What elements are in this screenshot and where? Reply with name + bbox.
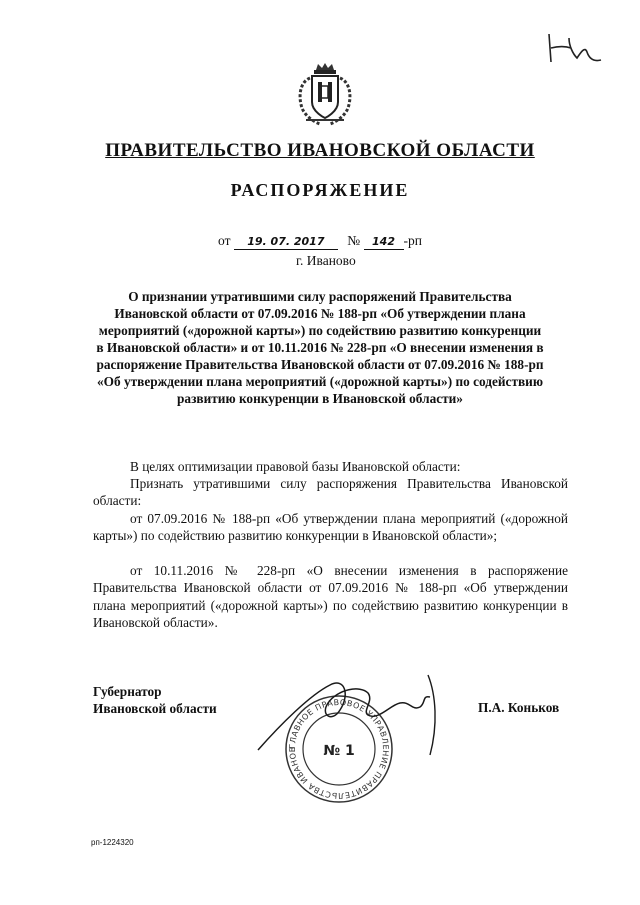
document-date: 19. 07. 2017 xyxy=(234,235,338,250)
coat-of-arms-icon xyxy=(296,62,354,128)
government-title: ПРАВИТЕЛЬСТВО ИВАНОВСКОЙ ОБЛАСТИ xyxy=(105,140,535,161)
date-number-line xyxy=(218,233,422,250)
paragraph-item-2: от 10.11.2016 № 228-рп «О внесении изменения в распоряжение Правительства Ивановской области от 07.09.2016 № 188-рп «Об утверждении плана мероприятий («дорожной карты») по содействию развитию конкуренции в Ивановской области». xyxy=(93,563,568,630)
date-prefix: от xyxy=(218,233,231,248)
paragraph-purpose: В целях оптимизации правовой базы Ивановской области: xyxy=(130,459,461,474)
document-number: 142 xyxy=(364,235,404,250)
document-subject: О признании утратившими силу распоряжений Правительства Ивановской области от 07.09.2016 № 188-рп «Об утверждении плана мероприятий («дорожной карты») по содействию развитию конкуренции в Ивановской области» и от 10.11.2016 № 228-рп «О внесении изменения в распоряжение Правительства Ивановской области от 07.09.2016 № 188-рп «Об утверждении плана мероприятий («дорожной карты») по содействию развитию конкуренции в Ивановской области» xyxy=(96,289,544,406)
number-suffix: -рп xyxy=(403,233,422,248)
stamp-center-text: № 1 xyxy=(323,743,355,759)
paragraph-item-1: от 07.09.2016 № 188-рп «Об утверждении плана мероприятий («дорожной карты») по содействию развитию конкуренции в Ивановской области»; xyxy=(93,511,568,544)
number-sign: № xyxy=(347,233,361,248)
document-type: РАСПОРЯЖЕНИЕ xyxy=(230,180,410,200)
city: г. Иваново xyxy=(296,253,356,268)
signer-position xyxy=(93,683,217,717)
signer-position-line1: Губернатор xyxy=(93,684,162,699)
paragraph-decision: Признать утратившими силу распоряжения Правительства Ивановской области: xyxy=(93,476,568,509)
handwritten-signature-icon xyxy=(250,655,465,765)
handwritten-mark-icon xyxy=(545,32,605,68)
signer-position-line2: Ивановской области xyxy=(93,701,217,716)
signer-name: П.А. Коньков xyxy=(478,700,560,715)
footer-code: рп-1224320 xyxy=(91,838,134,847)
stamp-ring-text: ГЛАВНОЕ ПРАВОВОЕ УПРАВЛЕНИЕ ПРАВИТЕЛЬСТВА ИВАНОВСКОЙ ОБЛАСТИ xyxy=(279,686,391,801)
